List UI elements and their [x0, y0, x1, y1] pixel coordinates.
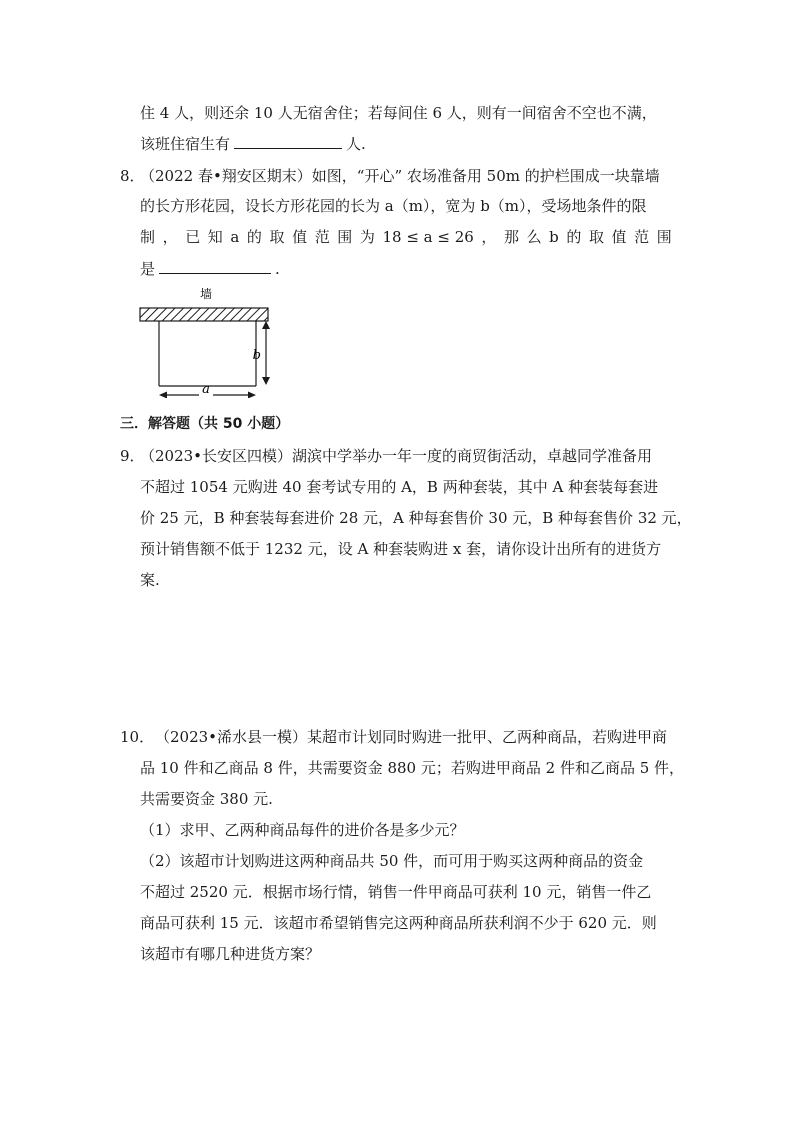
- b-arrow-bottom: [262, 377, 270, 385]
- q7-line-2-text: 该班住宿生有: [140, 135, 231, 153]
- q10-part-1: （1）求甲、乙两种商品每件的进价各是多少元？: [140, 821, 465, 839]
- q10-part-2-line-1: （2）该超市计划购进这两种商品共 50 件，而可用于购买这两种商品的资金: [140, 852, 644, 870]
- q8-answer-blank[interactable]: [159, 258, 271, 274]
- q8-line-3-word: 制: [140, 228, 156, 246]
- q8-line-3-word: ，: [481, 228, 497, 246]
- q9-line-1: （2023•长安区四模）湖滨中学举办一年一度的商贸街活动，卓越同学准备用: [140, 447, 653, 465]
- q8-line-3: [140, 227, 672, 247]
- q8-line-3-word: 围: [656, 228, 672, 246]
- q9-line-5: 案.: [140, 571, 160, 589]
- q8-line-3-word: 为: [359, 228, 375, 246]
- q7-line-1: 住 4 人，则还余 10 人无宿舍住；若每间住 6 人，则有一间宿舍不空也不满，: [140, 104, 657, 122]
- a-label: a: [202, 382, 210, 397]
- q8-line-3-word: 知: [207, 228, 223, 246]
- q8-line-3-word: ，: [162, 228, 178, 246]
- q8-line-3-word: 范: [314, 228, 330, 246]
- q8-line-3-word: 的: [566, 228, 582, 246]
- section-3-title: 三．解答题（共 50 小题）: [120, 416, 290, 432]
- q8-line-3-word: 围: [337, 228, 353, 246]
- q8-number: 8．: [120, 167, 145, 185]
- q8-line-3-word: 值: [292, 228, 308, 246]
- q9-line-3: 价 25 元，B 种套装每套进价 28 元，A 种每套售价 30 元，B 种每套售价 32 元，: [140, 509, 692, 527]
- q8-line-3-word: 的: [246, 228, 262, 246]
- q9-line-4: 预计销售额不低于 1232 元，设 A 种套装购进 x 套，请你设计出所有的进货方: [140, 540, 662, 558]
- b-label: b: [252, 348, 261, 363]
- q8-line-3-word: b: [549, 228, 559, 246]
- q8-line-3-word: 范: [634, 228, 650, 246]
- a-arrow-left: [159, 392, 167, 399]
- q8-line-2: 的长方形花园，设长方形花园的长为 a（m），宽为 b（m），受场地条件的限: [140, 197, 647, 215]
- q8-line-4: [140, 258, 280, 279]
- q10-line-2: 品 10 件和乙商品 8 件，共需要资金 880 元；若购进甲商品 2 件和乙商品 5 件，: [140, 759, 685, 777]
- q8-line-4-text: 是: [140, 260, 156, 278]
- q8-line-3-word: 么: [526, 228, 542, 246]
- q10-part-2-line-2: 不超过 2520 元．根据市场行情，销售一件甲商品可获利 10 元，销售一件乙: [140, 883, 652, 901]
- q10-part-2-line-3: 商品可获利 15 元．该超市希望销售完这两种商品所获利润不少于 620 元．则: [140, 914, 657, 932]
- q7-line-2-suffix: 人.: [346, 135, 366, 153]
- q9-line-2: 不超过 1054 元购进 40 套考试专用的 A，B 两种套装，其中 A 种套装每套进: [140, 478, 659, 496]
- q10-line-3: 共需要资金 380 元.: [140, 790, 273, 808]
- q10-part-2-line-4: 该超市有哪几种进货方案？: [140, 945, 321, 963]
- q8-line-3-word: a: [230, 228, 240, 246]
- q8-line-3-word: 已: [185, 228, 201, 246]
- wall-hatch: [140, 308, 268, 321]
- a-arrow-right: [248, 392, 256, 399]
- q7-line-2: [140, 133, 366, 154]
- garden-figure: [135, 288, 285, 398]
- q10-line-1: （2023•浠水县一模）某超市计划同时购进一批甲、乙两种商品，若购进甲商: [155, 728, 668, 746]
- q8-line-3-word: 那: [503, 228, 519, 246]
- wall-label: 墙: [199, 288, 213, 301]
- q8-line-3-word: 值: [611, 228, 627, 246]
- q8-line-3-word: 取: [588, 228, 604, 246]
- q8-line-1: （2022 春•翔安区期末）如图，“开心” 农场准备用 50m 的护栏围成一块靠墙: [140, 167, 660, 185]
- q8-line-3-word: 取: [269, 228, 285, 246]
- q7-answer-blank[interactable]: [234, 133, 342, 149]
- b-arrow-top: [262, 321, 270, 329]
- q8-line-3-word: 18 ≤ a ≤ 26: [382, 228, 474, 246]
- q8-line-4-suffix: .: [275, 260, 280, 278]
- q9-number: 9．: [120, 447, 145, 465]
- q10-number: 10．: [120, 728, 155, 746]
